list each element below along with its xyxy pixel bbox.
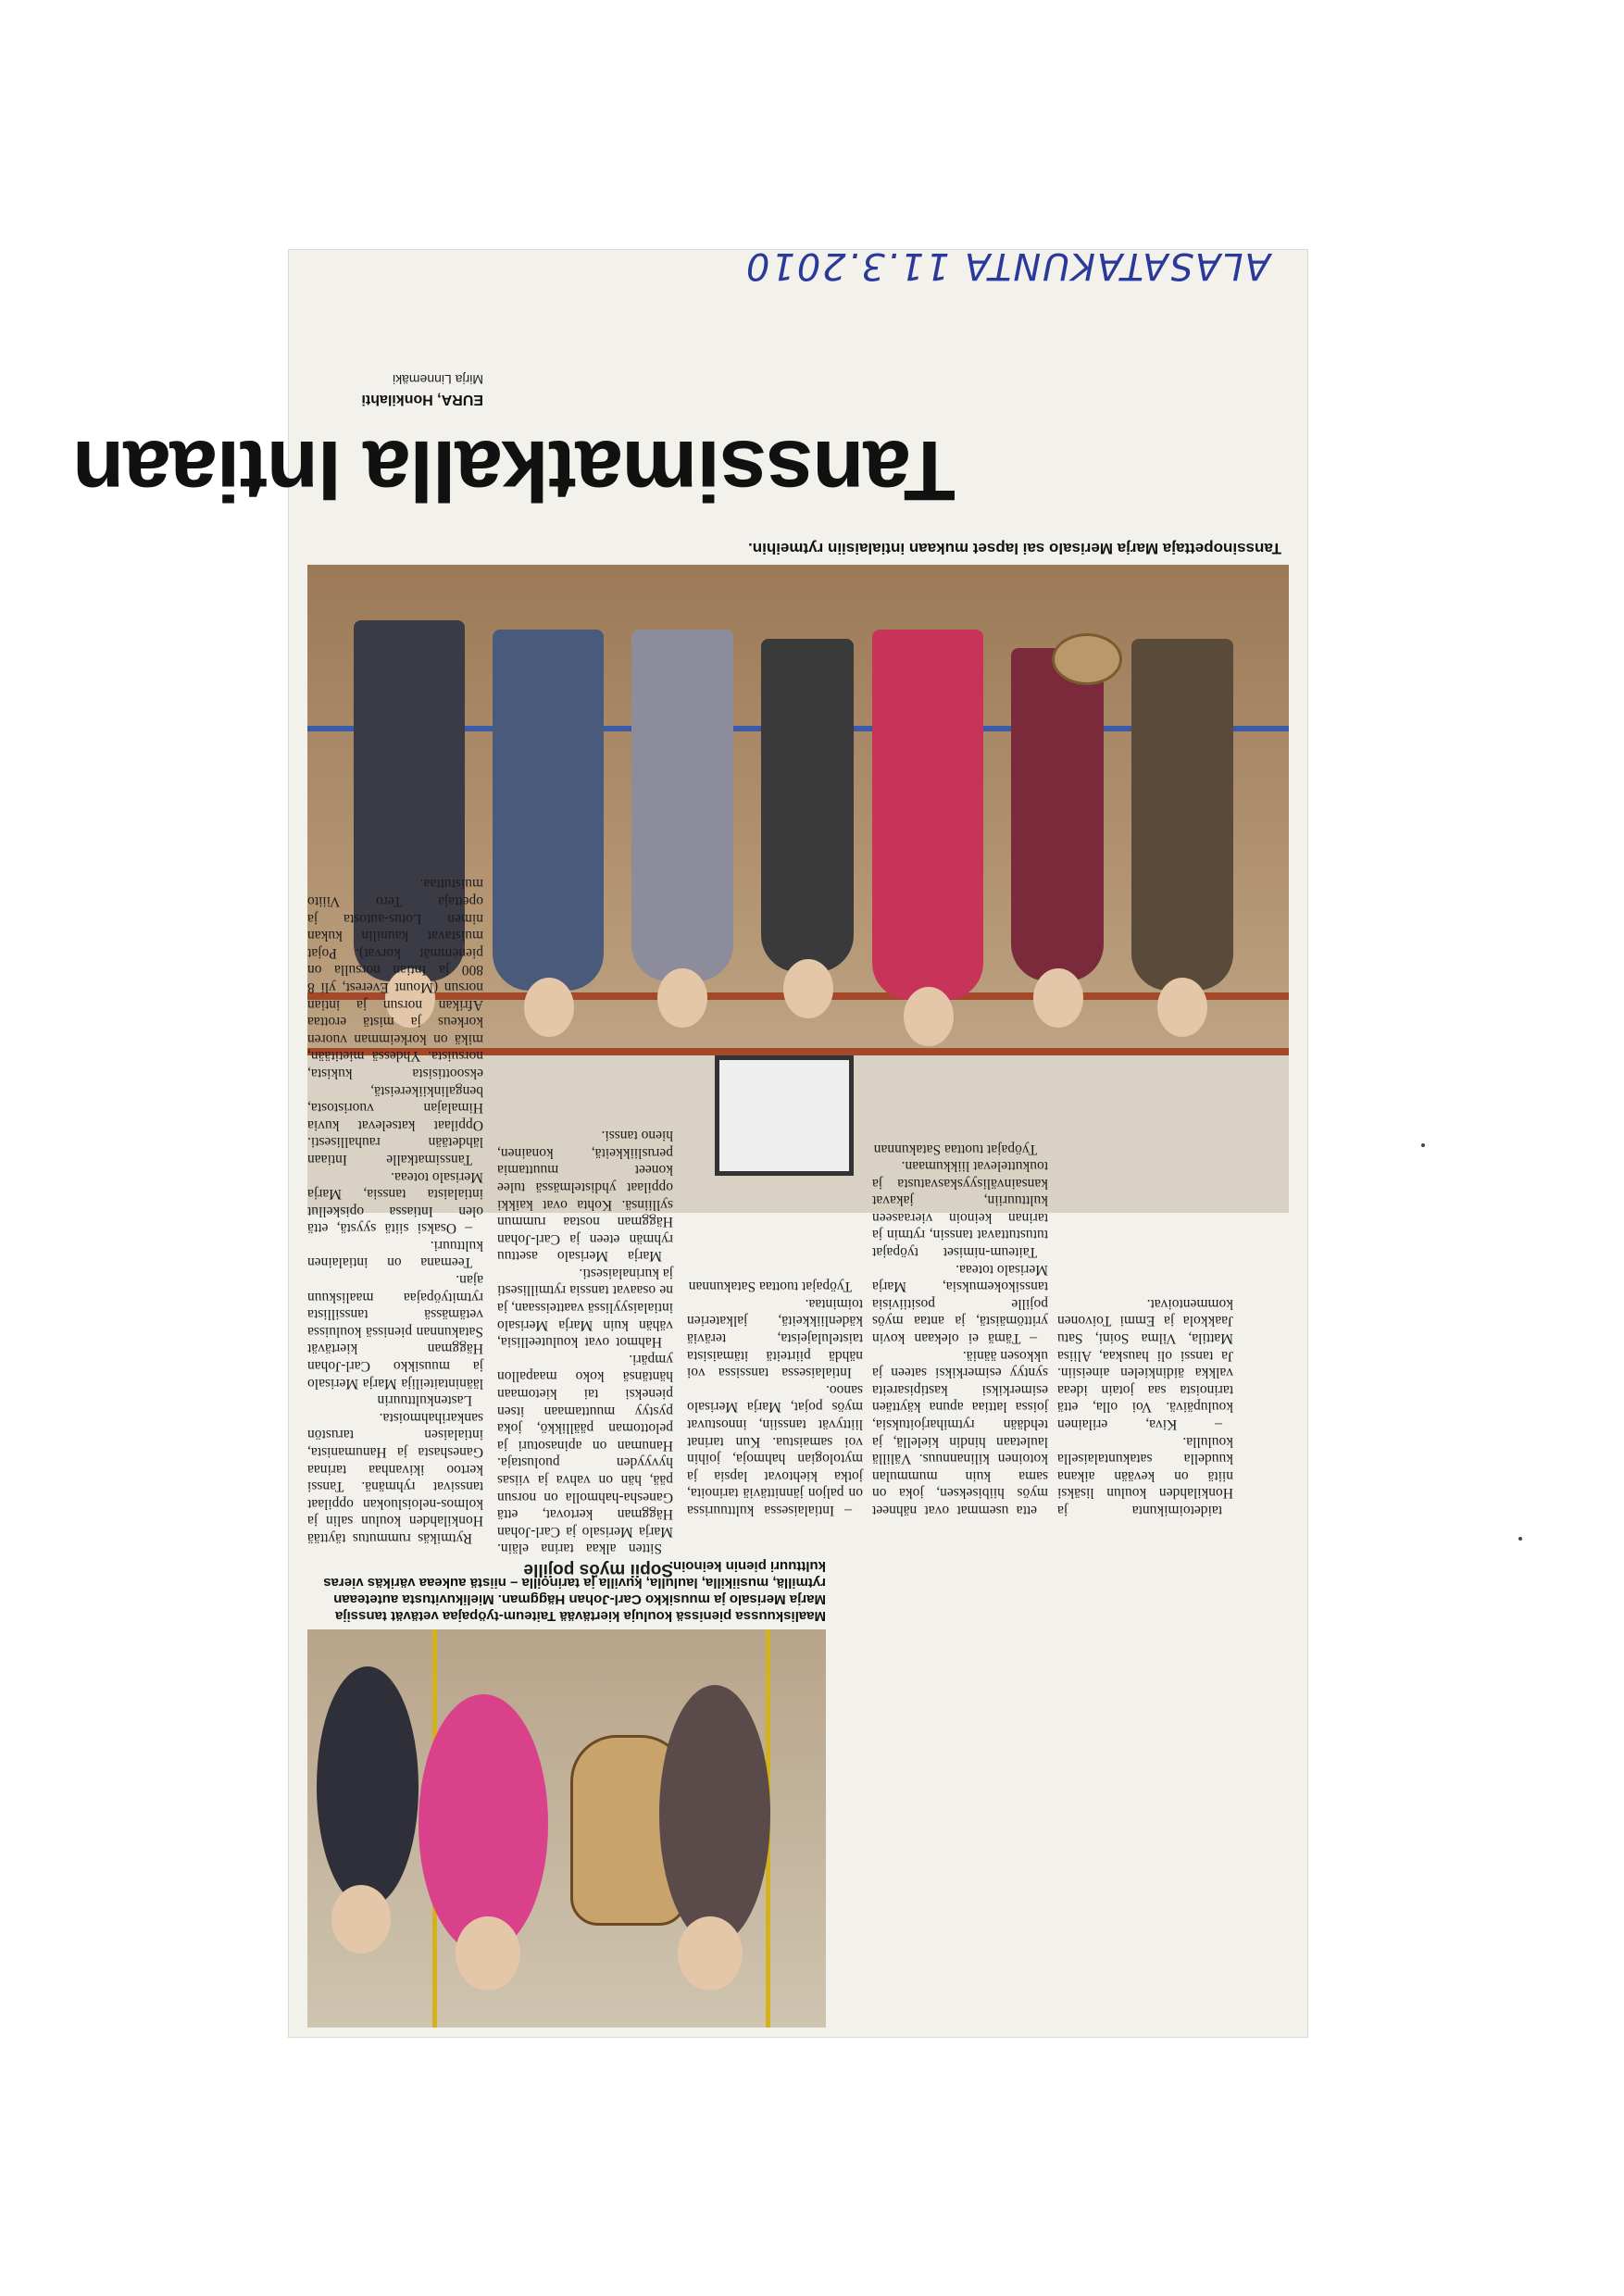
subheading: Sopii myös pojille bbox=[523, 1560, 673, 1579]
paragraph: – Osaksi siitä syystä, että olen Intiassa opiskellut intialaista tanssia, Marja Merisalo toteaa. bbox=[307, 1168, 483, 1237]
paragraph: Hahmot ovat kouluteellisia, vähän kuin Marja Merisalo intialaisyylissä vaatteissaan, ja ne osaavat tanssia rytmillisesti ja kurinalaisesti. bbox=[497, 1265, 673, 1351]
article-dateline: EURA, Honkilahti bbox=[361, 392, 483, 407]
paragraph: Työpajat tuottaa Satakunnan bbox=[688, 1279, 852, 1295]
paragraph: – Intialaisessa kulttuurissa on paljon jännittäviä tarinoita, jotka kiehtovat lapsia ja mytologian hahmoja, joihin voi samaistua. Kun tarinat liittyvät tanssiin, innostuvat myös pojat, Marja Merisalo sanoo. bbox=[687, 1381, 863, 1518]
paragraph: Lastenkulttuurin läänintaiteilija Marja Merisalo ja muusikko Carl-Johan Häggman kiertävät Satakunnan pienissä kouluissa vetämässä tanssillista rytmityöpajaa maaliskuun ajan. bbox=[307, 1272, 483, 1409]
paragraph: Tanssimatkalle Intiaan lähdetään rauhallisesti. Oppilaat katselevat kuvia Himalajan vuoristosta, bengalinkiikereistä, eksoottisista kukista, norsuista. Yhdessä mietitään, mikä on korkeimman vuoren korkeus ja mistä erottaa Afrikan norsun ja intian norsun (Mount Everest, yli 8 800 ja Intian norsulla on pienemmät korvat). Pojat muistavat kaunilin kukan nimen Lotus-autosta ja opettaja Tero Viiito muistuttaa. bbox=[307, 876, 483, 1167]
scan-dust-mark bbox=[1518, 1537, 1522, 1541]
paragraph: Marja Merisalo asettuu ryhmän eteen ja Carl-Johan Häggman nostaa rummun sylliinsä. Kohta ovat kaikki oppilaat yhdistelmässä tulee koneet muuttamia perusliikkeitä, konainen, hieno tanssi. bbox=[497, 1128, 673, 1265]
article-author: Mirja Linnemäki bbox=[392, 372, 483, 387]
newspaper-clipping bbox=[73, 244, 1307, 2037]
paragraph: – Kiva, erilainen koulupäivä. Voi olla, että tarinoista saa jotain ideaa valkka äidinkielen aineisiin. Ja tanssi oli hauskaa, Aliisa Mattila, Vilma Soini, Satu Jaakkola ja Emmi Toivonen kommentoivat. bbox=[1057, 1295, 1233, 1433]
paragraph: Sitten alkaa tarina eläin. Marja Merisalo ja Carl-Johan Häggman kertovat, että Ganesha-hahmolla on norsun pää, hän on vahva ja viisas hyvyyden puolustaja. Hanuman on apinasoturi ja pelottoman päällikkö, joka pystyy muuttamaan itsen pieneksi tai kietomaan häntänsä koko maapallon ympäri. bbox=[497, 1351, 673, 1557]
article-column-1 bbox=[307, 875, 483, 1546]
paragraph: taidetoimikunta ja Honkilahden koulun lisäksi niitä on kevään aikana kuudella satakuntalaisella koululla. bbox=[1057, 1433, 1233, 1518]
handwritten-source-note: ALASATAKUNTA 11.3.2010 bbox=[743, 244, 1270, 287]
paragraph: Rytmikäs rummutus täyttää Honkilahden koulun salin ja kolmos-neloisluokan oppilaat tanssivat ryhmänä. Tanssi kertoo ikivanhaa tarinaa Ganeshasta ja Hanumanista, intialaisen tarustön sankarihahmoista. bbox=[307, 1409, 483, 1546]
paragraph: Taiteum-nimiset työpajat tutustuttavat tanssin, rytmin ja tarinan keinoin vieraaseen kulttuuriin, jakavat kansainvälisyyskasvatusta ja toukuttelevat liikkumaan. bbox=[872, 1158, 1048, 1261]
paragraph: – Tämä ei olekaan kovin yrittömäistä, ja antaa myös pojille positiivisia tanssikokemuksia, Marja Merisalo toteaa. bbox=[872, 1261, 1048, 1347]
paragraph: etta usemmat ovat nähneet myös hiibiseksen, joka on sama kuin mummulan kotoinen kilinannuus. Välillä lauletaan hindin kielellä, ja tehdään rytmiharjoituksia, joissa lattiaa apuna käyttäen esimerkiksi kastipisareita syntyy esimerkiksi sateen ja ukkosen ääniä. bbox=[872, 1347, 1048, 1518]
paragraph: Teemana on intialainen kulttuuri. bbox=[307, 1237, 483, 1271]
paragraph: Intialaisessa tanssissa voi nähdä piirteitä itämaisista taistelulajeista, teräviä kädenliikkeitä, jalkaterien toimintaa. bbox=[687, 1295, 863, 1381]
article-headline: Tanssimatkalla Intiaan bbox=[73, 423, 956, 518]
scan-dust-mark bbox=[1421, 1143, 1425, 1147]
article-column-3 bbox=[687, 1278, 863, 1518]
small-photo bbox=[307, 1629, 826, 2028]
article-column-5 bbox=[1057, 1294, 1233, 1518]
article-column-4 bbox=[872, 1140, 1048, 1518]
small-photo-caption: Maaliskuussa pienissä kouluja kiertävää Taiteum-työpajaa vetävät tanssija Marja Merisalo ja muusikko Carl-Johan Häggman. Mielikuvitusta auteteaan rytmillä, musiikilla, laululla, kuvilla ja tarinoilla – niistä aukeaa värikäs vieras kulttuuri pienin keinoin. bbox=[323, 1558, 826, 1624]
article-column-2 bbox=[497, 1127, 673, 1583]
paragraph: Työpajat tuottaa Satakunnan bbox=[873, 1141, 1037, 1157]
main-photo-caption: Tanssinopettaja Marja Merisalo sai lapset mukaan intialaisiin rytmeihin. bbox=[748, 540, 1281, 557]
